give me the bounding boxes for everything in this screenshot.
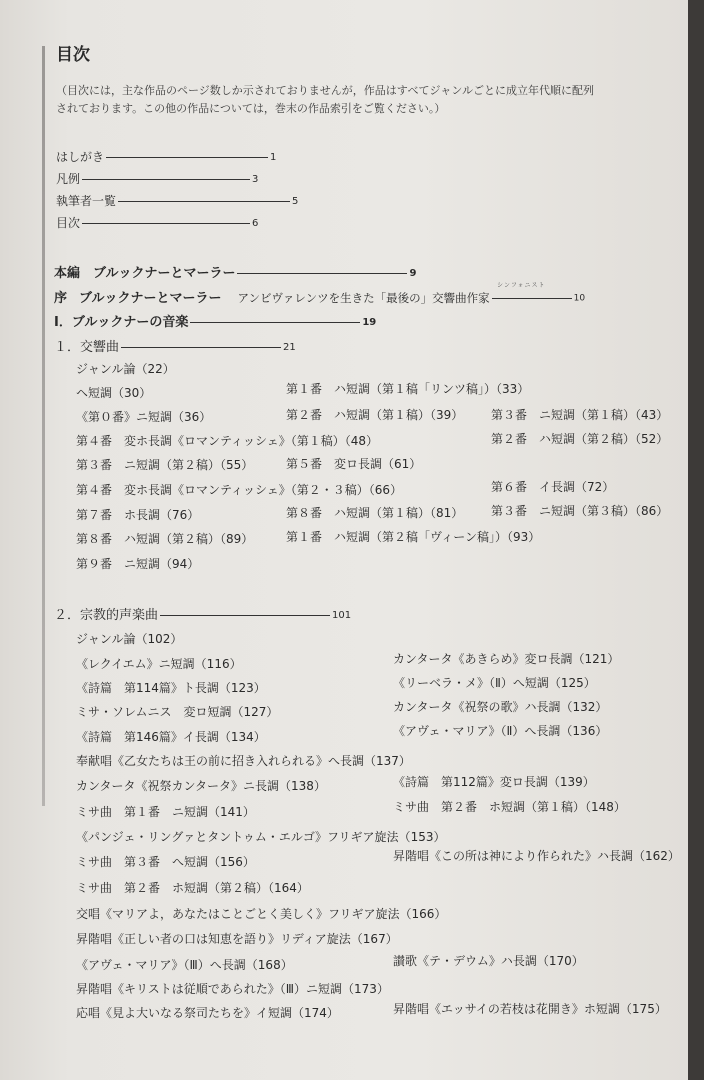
toc-entry[interactable]: 第８番 ハ短調（第１稿）（81） [286,506,464,520]
leader-line [492,298,572,299]
leader-line [82,223,250,224]
ruby-annotation: シンフォニスト [497,282,546,289]
page-number: 101 [332,610,352,621]
toc-entry[interactable]: 第７番 ホ長調（76） [76,508,200,522]
toc-entry[interactable]: 昇階唱《この所は神により作られた》ハ長調（162） [393,849,680,863]
toc-entry-hashigaki[interactable] [56,148,276,165]
page-number: 9 [409,268,417,279]
toc-entry[interactable]: 奉献唱《乙女たちは王の前に招き入れられる》へ長調（137） [76,754,411,768]
toc-entry[interactable]: ミサ曲 第２番 ホ短調（第１稿）（148） [393,800,626,814]
toc-entry[interactable]: 昇階唱《正しい者の口は知恵を語り》リディア旋法（167） [76,932,398,946]
toc-entry[interactable]: 第５番 変ロ長調（61） [286,457,422,471]
toc-entry[interactable]: 第３番 ニ短調（第３稿）（86） [491,504,669,518]
page-number: 6 [252,218,259,229]
preface-title: ブルックナーとマーラー [79,291,222,306]
toc-entry[interactable]: 応唱《見よ大いなる祭司たちを》イ短調（174） [76,1006,339,1020]
page-number: 21 [283,342,296,353]
toc-entry[interactable]: 昇階唱《エッサイの若枝は花開き》ホ短調（175） [393,1002,667,1016]
toc-chapter-1[interactable] [54,311,376,330]
toc-entry[interactable]: ジャンル論（102） [76,632,183,646]
toc-entry[interactable]: ミサ曲 第３番 へ短調（156） [76,855,255,869]
toc-section-sacred-vocal[interactable] [54,604,351,623]
toc-entry[interactable]: 《詩篇 第146篇》イ長調（134） [76,730,266,744]
toc-entry-contributors[interactable] [56,192,298,209]
toc-entry[interactable]: 第１番 ハ短調（第１稿「リンツ稿」）（33） [286,382,530,396]
toc-entry[interactable]: 《詩篇 第114篇》ト長調（123） [76,681,266,695]
toc-entry[interactable]: カンタータ《祝祭カンタータ》ニ長調（138） [76,779,326,793]
preface-subtitle: アンビヴァレンツを生きた「最後の」交響曲作家 [237,291,490,305]
leader-line [190,322,360,323]
toc-entry[interactable]: 《リーベラ・メ》（Ⅱ）へ短調（125） [393,676,596,690]
toc-entry[interactable]: ヘ短調（30） [76,386,152,400]
toc-note-line-1: （目次には，主な作品のページ数しか示されておりませんが，作品はすべてジャンルごとに成立年代順に配列 [56,84,595,97]
toc-entry[interactable]: ミサ・ソレムニス 変ロ短調（127） [76,705,279,719]
leader-line [237,273,407,274]
toc-entry[interactable]: 第４番 変ホ長調《ロマンティッシェ》（第１稿）（48） [76,434,379,448]
toc-entry[interactable]: 第６番 イ長調（72） [491,480,615,494]
toc-entry[interactable]: カンタータ《祝祭の歌》ハ長調（132） [393,700,608,714]
toc-entry[interactable]: 《詩篇 第112篇》変ロ長調（139） [393,775,595,789]
leader-line [121,347,281,348]
page-number: 5 [292,196,299,207]
toc-entry-label: ２．宗教的声楽曲 [54,608,159,623]
toc-section-symphonies[interactable] [54,336,296,355]
toc-entry-hanrei[interactable] [56,170,258,187]
toc-entry[interactable]: 第８番 ハ短調（第２稿）（89） [76,532,254,546]
page-number: 3 [252,174,259,185]
toc-entry-label: 執筆者一覧 [56,194,117,208]
page-number: 1 [270,152,277,163]
toc-entry[interactable]: 第２番 ハ短調（第２稿）（52） [491,432,669,446]
toc-entry[interactable]: 《パンジェ・リングァとタントゥム・エルゴ》フリギア旋法（153） [76,830,446,844]
leader-line [82,179,250,180]
toc-note-line-2: されております。この他の作品については，巻末の作品索引をご覧ください。） [56,102,446,115]
toc-entry-mokuji[interactable] [56,214,258,231]
toc-entry-label: １．交響曲 [54,340,120,355]
leader-line [106,157,268,158]
toc-entry-label: 本編 ブルックナーとマーラー [54,266,236,281]
toc-entry[interactable]: 《レクイエム》ニ短調（116） [76,657,242,671]
leader-line [160,615,330,616]
toc-entry[interactable]: 第９番 ニ短調（94） [76,557,200,571]
leader-line [118,201,290,202]
page-number: 19 [362,317,377,328]
toc-part-main[interactable] [54,262,416,281]
toc-entry[interactable]: 《第０番》ニ短調（36） [76,410,212,424]
toc-entry[interactable]: カンタータ《あきらめ》変ロ長調（121） [393,652,620,666]
toc-entry[interactable]: 第２番 ハ短調（第１稿）（39） [286,408,464,422]
toc-entry[interactable]: 第３番 ニ短調（第１稿）（43） [491,408,669,422]
page-title: 目次 [56,45,90,65]
page-number: 10 [573,293,586,304]
toc-entry-label: Ⅰ．ブルックナーの音楽 [54,315,189,330]
toc-entry[interactable]: 第１番 ハ短調（第２稿「ヴィーン稿」）（93） [286,530,541,544]
toc-entry-label: 目次 [56,216,81,230]
preface-prefix: 序 [54,291,68,306]
toc-entry[interactable]: ジャンル論（22） [76,362,175,376]
toc-entry[interactable]: 第４番 変ホ長調《ロマンティッシェ》（第２・３稿）（66） [76,483,403,497]
toc-entry[interactable]: 讃歌《テ・デウム》ハ長調（170） [393,954,584,968]
toc-entry-label: はしがき [56,150,105,164]
toc-entry[interactable]: 交唱《マリアよ，あなたはことごとく美しく》フリギア旋法（166） [76,907,447,921]
toc-entry[interactable]: ミサ曲 第１番 ニ短調（141） [76,805,255,819]
toc-entry[interactable]: 昇階唱《キリストは従順であられた》（Ⅲ）ニ短調（173） [76,982,389,996]
toc-entry-label: 凡例 [56,172,81,186]
toc-entry[interactable]: 《アヴェ・マリア》（Ⅱ）へ長調（136） [393,724,608,738]
toc-entry[interactable]: ミサ曲 第２番 ホ短調（第２稿）（164） [76,881,309,895]
margin-rule [42,46,45,806]
toc-entry[interactable]: 《アヴェ・マリア》（Ⅲ）へ長調（168） [76,958,293,972]
toc-entry-preface[interactable] [54,287,585,306]
toc-entry[interactable]: 第３番 ニ短調（第２稿）（55） [76,458,254,472]
